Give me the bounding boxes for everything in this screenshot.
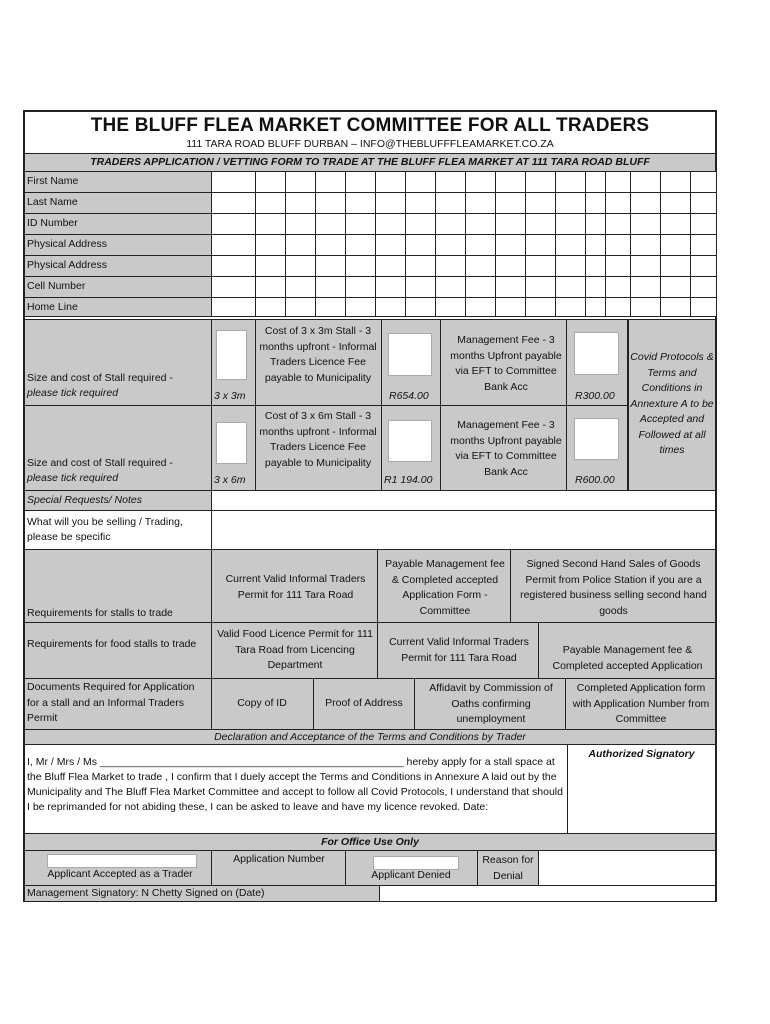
field-input-cell[interactable]: [435, 297, 466, 317]
field-input-cell[interactable]: [630, 297, 661, 317]
declaration-cell: [24, 744, 568, 834]
stall-row2-cost-amount: R1 194.00: [384, 474, 433, 486]
reason-for-denial: Reason for Denial: [482, 854, 534, 882]
field-input-cell[interactable]: [375, 255, 406, 277]
field-input-cell[interactable]: [435, 255, 466, 277]
field-input-cell[interactable]: [465, 171, 496, 193]
office-heading: For Office Use Only: [321, 836, 419, 848]
stall-row2-label: Size and cost of Stall required -: [27, 457, 173, 469]
field-input-cell[interactable]: [585, 213, 606, 235]
field-input-cell[interactable]: [345, 213, 376, 235]
field-input-cell[interactable]: [255, 255, 286, 277]
field-input-cell[interactable]: [375, 234, 406, 256]
field-input-cell[interactable]: [255, 276, 286, 298]
field-input-cell[interactable]: [211, 297, 256, 317]
req-stalls-col2: Payable Management fee & Completed accepted Application Form - Committee: [385, 558, 505, 617]
field-input-cell[interactable]: [605, 255, 631, 277]
field-input-cell[interactable]: [465, 297, 496, 317]
field-input-cell[interactable]: [285, 297, 316, 317]
field-input-cell[interactable]: [495, 171, 526, 193]
stall-row2-size-tickbox[interactable]: [216, 422, 247, 464]
form-address: 111 TARA ROAD BLUFF DURBAN – INFO@THEBLUFFFLEAMARKET.CO.ZA: [186, 138, 554, 150]
field-input-cell[interactable]: [630, 192, 661, 214]
field-label-cell: [24, 255, 212, 277]
field-label-cell: [24, 171, 212, 193]
field-input-cell[interactable]: [525, 255, 556, 277]
field-input-cell[interactable]: [375, 213, 406, 235]
field-input-cell[interactable]: [285, 171, 316, 193]
field-input-cell[interactable]: [555, 213, 586, 235]
field-input-cell[interactable]: [405, 171, 436, 193]
field-label: Last Name: [27, 196, 78, 208]
declaration-heading: Declaration and Acceptance of the Terms and Conditions by Trader: [214, 731, 526, 743]
stall-row1-cost-text: Cost of 3 x 3m Stall - 3 months upfront - Informal Traders Licence Fee payable to Municipality: [259, 325, 377, 384]
field-input-cell[interactable]: [690, 171, 717, 193]
form-title: THE BLUFF FLEA MARKET COMMITTEE FOR ALL TRADERS: [90, 115, 650, 136]
accepted-tickbox[interactable]: [47, 854, 197, 868]
field-input-cell[interactable]: [315, 255, 346, 277]
field-input-cell[interactable]: [525, 171, 556, 193]
field-input-cell[interactable]: [555, 192, 586, 214]
field-label: Cell Number: [27, 280, 86, 292]
special-requests-label-cell: [24, 490, 212, 511]
field-input-cell[interactable]: [435, 192, 466, 214]
subtitle-bar: [24, 153, 716, 172]
field-input-cell[interactable]: [405, 255, 436, 277]
field-input-cell[interactable]: [555, 297, 586, 317]
field-input-cell[interactable]: [585, 255, 606, 277]
field-input-cell[interactable]: [405, 276, 436, 298]
field-input-cell[interactable]: [555, 276, 586, 298]
field-input-cell[interactable]: [495, 234, 526, 256]
field-input-cell[interactable]: [630, 171, 661, 193]
field-input-cell[interactable]: [605, 171, 631, 193]
field-input-cell[interactable]: [630, 276, 661, 298]
field-input-cell[interactable]: [525, 234, 556, 256]
field-input-cell[interactable]: [255, 297, 286, 317]
field-input-cell[interactable]: [285, 255, 316, 277]
stall-row2-cost-text: Cost of 3 x 6m Stall - 3 months upfront - Informal Traders Licence Fee payable to Municipality: [259, 410, 377, 469]
application-form: [23, 110, 717, 902]
requirements-stalls-label: Requirements for stalls to trade: [27, 607, 173, 619]
field-input-cell[interactable]: [375, 171, 406, 193]
field-input-cell[interactable]: [555, 171, 586, 193]
authorized-signatory: Authorized Signatory: [588, 748, 695, 760]
documents-col4: Completed Application form with Application Number from Committee: [572, 682, 710, 725]
field-input-cell[interactable]: [405, 297, 436, 317]
field-input-cell[interactable]: [345, 297, 376, 317]
stall-row2-mgmt-text: Management Fee - 3 months Upfront payable via EFT to Committee Bank Acc: [450, 419, 562, 478]
documents-col2: Proof of Address: [325, 697, 403, 709]
field-input-cell[interactable]: [495, 192, 526, 214]
field-input-cell[interactable]: [255, 192, 286, 214]
field-input-cell[interactable]: [585, 276, 606, 298]
field-input-cell[interactable]: [435, 234, 466, 256]
documents-col3: Affidavit by Commission of Oaths confirming unemployment: [429, 682, 553, 725]
req-stalls-col3: Signed Second Hand Sales of Goods Permit from Police Station if you are a registered business selling second hand goods: [520, 558, 707, 617]
field-input-cell[interactable]: [211, 171, 256, 193]
office-heading-bar: [24, 833, 716, 851]
field-input-cell[interactable]: [495, 213, 526, 235]
field-label-cell: [24, 234, 212, 256]
field-input-cell[interactable]: [211, 255, 256, 277]
stall-row1-size: 3 x 3m: [214, 390, 246, 402]
field-input-cell[interactable]: [405, 234, 436, 256]
field-input-cell[interactable]: [605, 192, 631, 214]
field-input-cell[interactable]: [465, 234, 496, 256]
stall-row1-cost-amount: R654.00: [389, 390, 429, 402]
field-input-cell[interactable]: [315, 213, 346, 235]
field-input-cell[interactable]: [255, 171, 286, 193]
field-input-cell[interactable]: [605, 276, 631, 298]
form-subtitle: TRADERS APPLICATION / VETTING FORM TO TRADE AT THE BLUFF FLEA MARKET AT 111 TARA ROAD BLUFF: [90, 156, 650, 168]
mgmt-signatory-field[interactable]: [379, 885, 716, 902]
field-input-cell[interactable]: [211, 213, 256, 235]
field-label: Physical Address: [27, 259, 107, 271]
field-label-cell: [24, 276, 212, 298]
field-input-cell[interactable]: [375, 192, 406, 214]
field-input-cell[interactable]: [435, 171, 466, 193]
field-input-cell[interactable]: [255, 213, 286, 235]
stall-row1-mgmt-text: Management Fee - 3 months Upfront payable via EFT to Committee Bank Acc: [450, 334, 562, 393]
field-input-cell[interactable]: [285, 192, 316, 214]
field-input-cell[interactable]: [690, 213, 717, 235]
field-input-cell[interactable]: [660, 255, 691, 277]
field-input-cell[interactable]: [315, 171, 346, 193]
field-label: First Name: [27, 175, 79, 187]
selling-label-cell: [24, 510, 212, 550]
application-number-label: Application Number: [233, 853, 325, 865]
field-input-cell[interactable]: [435, 276, 466, 298]
field-label: Home Line: [27, 301, 78, 313]
field-input-cell[interactable]: [660, 192, 691, 214]
field-input-cell[interactable]: [690, 297, 717, 317]
field-input-cell[interactable]: [605, 234, 631, 256]
field-input-cell[interactable]: [495, 297, 526, 317]
field-label: ID Number: [27, 217, 78, 229]
req-food-col1: Valid Food Licence Permit for 111 Tara Road from Licencing Department: [217, 628, 373, 671]
signatory-cell[interactable]: [567, 744, 716, 834]
field-input-cell[interactable]: [211, 234, 256, 256]
field-input-cell[interactable]: [285, 276, 316, 298]
field-input-cell[interactable]: [465, 255, 496, 277]
covid-protocols: Covid Protocols & Terms and Conditions in Annexture A to be Accepted and Followed at all times: [630, 351, 714, 456]
field-input-cell[interactable]: [435, 213, 466, 235]
applicant-denied: Applicant Denied: [371, 869, 451, 881]
field-input-cell[interactable]: [345, 192, 376, 214]
field-input-cell[interactable]: [375, 276, 406, 298]
stall-row1-label-italic: please tick required: [27, 387, 119, 399]
field-label: Physical Address: [27, 238, 107, 250]
field-input-cell[interactable]: [525, 213, 556, 235]
documents-col1: Copy of ID: [237, 697, 287, 709]
field-input-cell[interactable]: [690, 192, 717, 214]
stall-row1-cost-tickbox[interactable]: [388, 333, 432, 376]
field-input-cell[interactable]: [255, 234, 286, 256]
declaration-heading-bar: [24, 729, 716, 745]
selling-field[interactable]: [211, 510, 716, 550]
req-food-col2: Current Valid Informal Traders Permit for 111 Tara Road: [389, 636, 529, 664]
field-input-cell[interactable]: [315, 297, 346, 317]
req-food-col3: Payable Management fee & Completed accepted Application: [552, 644, 703, 672]
field-input-cell[interactable]: [525, 192, 556, 214]
declaration-text: I, Mr / Mrs / Ms ____________________________________________________ hereby apply for a stall space at the Bluff Flea Market to trade , I confirm that I duely accept the Terms and Conditions in Annexure A laid out by the Municipality and The Bluff Flea Market Committee and accept to follow all Covid Protocols, I understand that should I be reprimanded for not abiding these, I can be asked to leave and have my licence revoked. Date:: [27, 756, 563, 813]
stall-row-divider: [24, 405, 629, 406]
field-input-cell[interactable]: [345, 276, 376, 298]
field-input-cell[interactable]: [660, 297, 691, 317]
field-input-cell[interactable]: [211, 276, 256, 298]
stall-row2-mgmt-amount: R600.00: [575, 474, 615, 486]
field-input-cell[interactable]: [585, 297, 606, 317]
field-input-cell[interactable]: [690, 255, 717, 277]
field-input-cell[interactable]: [285, 213, 316, 235]
field-input-cell[interactable]: [375, 297, 406, 317]
field-input-cell[interactable]: [660, 213, 691, 235]
field-input-cell[interactable]: [660, 276, 691, 298]
selling-label: What will you be selling / Trading, please be specific: [27, 516, 183, 543]
mgmt-signatory: Management Signatory: N Chetty Signed on (Date): [27, 887, 265, 899]
field-input-cell[interactable]: [630, 213, 661, 235]
field-input-cell[interactable]: [495, 276, 526, 298]
field-input-cell[interactable]: [285, 234, 316, 256]
documents-label: Documents Required for Application for a stall and an Informal Traders Permit: [27, 681, 195, 724]
field-input-cell[interactable]: [690, 234, 717, 256]
req-stalls-col1: Current Valid Informal Traders Permit for 111 Tara Road: [225, 573, 366, 601]
stall-row1-mgmt-tickbox[interactable]: [574, 332, 619, 375]
field-input-cell[interactable]: [525, 297, 556, 317]
field-label-cell: [24, 297, 212, 317]
field-input-cell[interactable]: [660, 234, 691, 256]
stall-row2-mgmt-tickbox[interactable]: [574, 418, 619, 460]
special-requests-label: Special Requests/ Notes: [27, 494, 142, 506]
field-input-cell[interactable]: [495, 255, 526, 277]
field-input-cell[interactable]: [405, 192, 436, 214]
field-input-cell[interactable]: [585, 171, 606, 193]
field-input-cell[interactable]: [315, 234, 346, 256]
field-input-cell[interactable]: [345, 234, 376, 256]
requirements-food-label: Requirements for food stalls to trade: [27, 638, 197, 650]
field-input-cell[interactable]: [345, 255, 376, 277]
field-input-cell[interactable]: [405, 213, 436, 235]
field-input-cell[interactable]: [465, 192, 496, 214]
field-input-cell[interactable]: [315, 192, 346, 214]
stall-row2-label-italic: please tick required: [27, 472, 119, 484]
stall-row1-mgmt-amount: R300.00: [575, 390, 615, 402]
field-input-cell[interactable]: [525, 276, 556, 298]
special-requests-field[interactable]: [211, 490, 716, 511]
field-label-cell: [24, 192, 212, 214]
field-input-cell[interactable]: [315, 276, 346, 298]
field-input-cell[interactable]: [630, 234, 661, 256]
field-input-cell[interactable]: [605, 297, 631, 317]
field-input-cell[interactable]: [690, 276, 717, 298]
field-input-cell[interactable]: [555, 255, 586, 277]
reason-field[interactable]: [538, 850, 716, 886]
stall-row2-cost-tickbox[interactable]: [388, 420, 432, 462]
applicant-accepted: Applicant Accepted as a Trader: [47, 868, 193, 880]
field-input-cell[interactable]: [465, 213, 496, 235]
stall-row1-size-tickbox[interactable]: [216, 330, 247, 380]
field-input-cell[interactable]: [555, 234, 586, 256]
field-input-cell[interactable]: [345, 171, 376, 193]
field-input-cell[interactable]: [660, 171, 691, 193]
field-input-cell[interactable]: [211, 192, 256, 214]
field-input-cell[interactable]: [585, 192, 606, 214]
field-input-cell[interactable]: [465, 276, 496, 298]
mgmt-signatory-cell: [24, 885, 380, 902]
field-label-cell: [24, 213, 212, 235]
stall-row2-size: 3 x 6m: [214, 474, 246, 486]
field-input-cell[interactable]: [605, 213, 631, 235]
stall-row1-label: Size and cost of Stall required -: [27, 372, 173, 384]
field-input-cell[interactable]: [630, 255, 661, 277]
field-input-cell[interactable]: [585, 234, 606, 256]
